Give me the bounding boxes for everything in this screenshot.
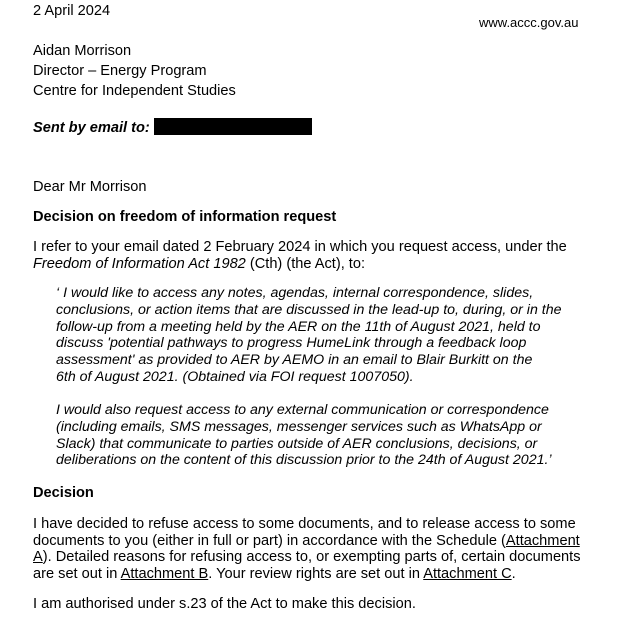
attachment-b-link[interactable]: Attachment B (120, 565, 209, 582)
decision-heading: Decision (33, 485, 94, 501)
attachment-a-link-cont[interactable]: A (33, 549, 43, 565)
intro-paragraph (33, 239, 567, 273)
attachment-c-link[interactable]: Attachment C (423, 565, 512, 582)
decision-line-3-text: ). Detailed reasons for refusing access to, or exempting parts of, certain documents (42, 549, 581, 565)
request-quote-paragraph-1 (56, 285, 562, 386)
recipient-organisation: Centre for Independent Studies (33, 83, 236, 99)
act-name: Freedom of Information Act 1982 (33, 256, 246, 272)
intro-line-2 (33, 256, 567, 273)
quote2-line: deliberations on the content of this discussion prior to the 24th of August 2021.’ (56, 452, 552, 469)
decision-paragraph (33, 516, 581, 582)
quote1-line: discuss 'potential pathways to progress HumeLink through a feedback loop (56, 335, 527, 352)
quote2-line: Slack) that communicate to parties outside of AER conclusions, decisions, or (56, 435, 538, 452)
quote1-line: 6th of August 2021. (Obtained via FOI request 1007050). (56, 368, 414, 385)
redacted-email-block (154, 118, 312, 135)
quote1-line: assessment' as provided to AER by AEMO in an email to Blair Burkitt on the (56, 352, 533, 369)
quote1-line: ‘ I would like to access any notes, agendas, internal correspondence, slides, (56, 285, 534, 301)
subject-heading: Decision on freedom of information request (33, 209, 337, 225)
salutation: Dear Mr Morrison (33, 179, 147, 195)
quote2-line: (including emails, SMS messages, messenger services such as WhatsApp or (56, 418, 542, 435)
sent-by-email-label: Sent by email to: (33, 120, 150, 136)
decision-line-4-pre: are set out in (33, 565, 121, 582)
intro-line-1: I refer to your email dated 2 February 2024 in which you request access, under the (33, 239, 567, 255)
decision-line-4-mid: . Your review rights are set out in (208, 565, 424, 582)
decision-line-1: I have decided to refuse access to some documents, and to release access to some (33, 516, 576, 532)
quote2-line: I would also request access to any external communication or correspondence (56, 402, 549, 418)
decision-line-4-end: . (511, 565, 516, 582)
attachment-a-link[interactable]: Attachment (505, 532, 580, 549)
decision-line-2 (33, 533, 581, 550)
decision-line-3 (33, 549, 581, 566)
request-quote-paragraph-2 (56, 402, 552, 469)
website-link[interactable]: www.accc.gov.au (479, 15, 579, 30)
intro-line-2-rest: (Cth) (the Act), to: (245, 256, 366, 272)
decision-line-4 (33, 566, 581, 583)
letter-date: 2 April 2024 (33, 3, 111, 19)
quote1-line: follow-up from a meeting held by the AER on the 11th of August 2021, held to (56, 318, 541, 335)
recipient-name: Aidan Morrison (33, 43, 132, 59)
decision-line-2-text: documents to you (either in full or part) in accordance with the Schedule ( (33, 532, 506, 549)
recipient-title: Director – Energy Program (33, 63, 207, 79)
authorisation-statement: I am authorised under s.23 of the Act to make this decision. (33, 596, 416, 612)
quote1-line: conclusions, or action items that are discussed in the lead-up to, during, or in the (56, 301, 562, 318)
recipient-address (33, 41, 236, 101)
